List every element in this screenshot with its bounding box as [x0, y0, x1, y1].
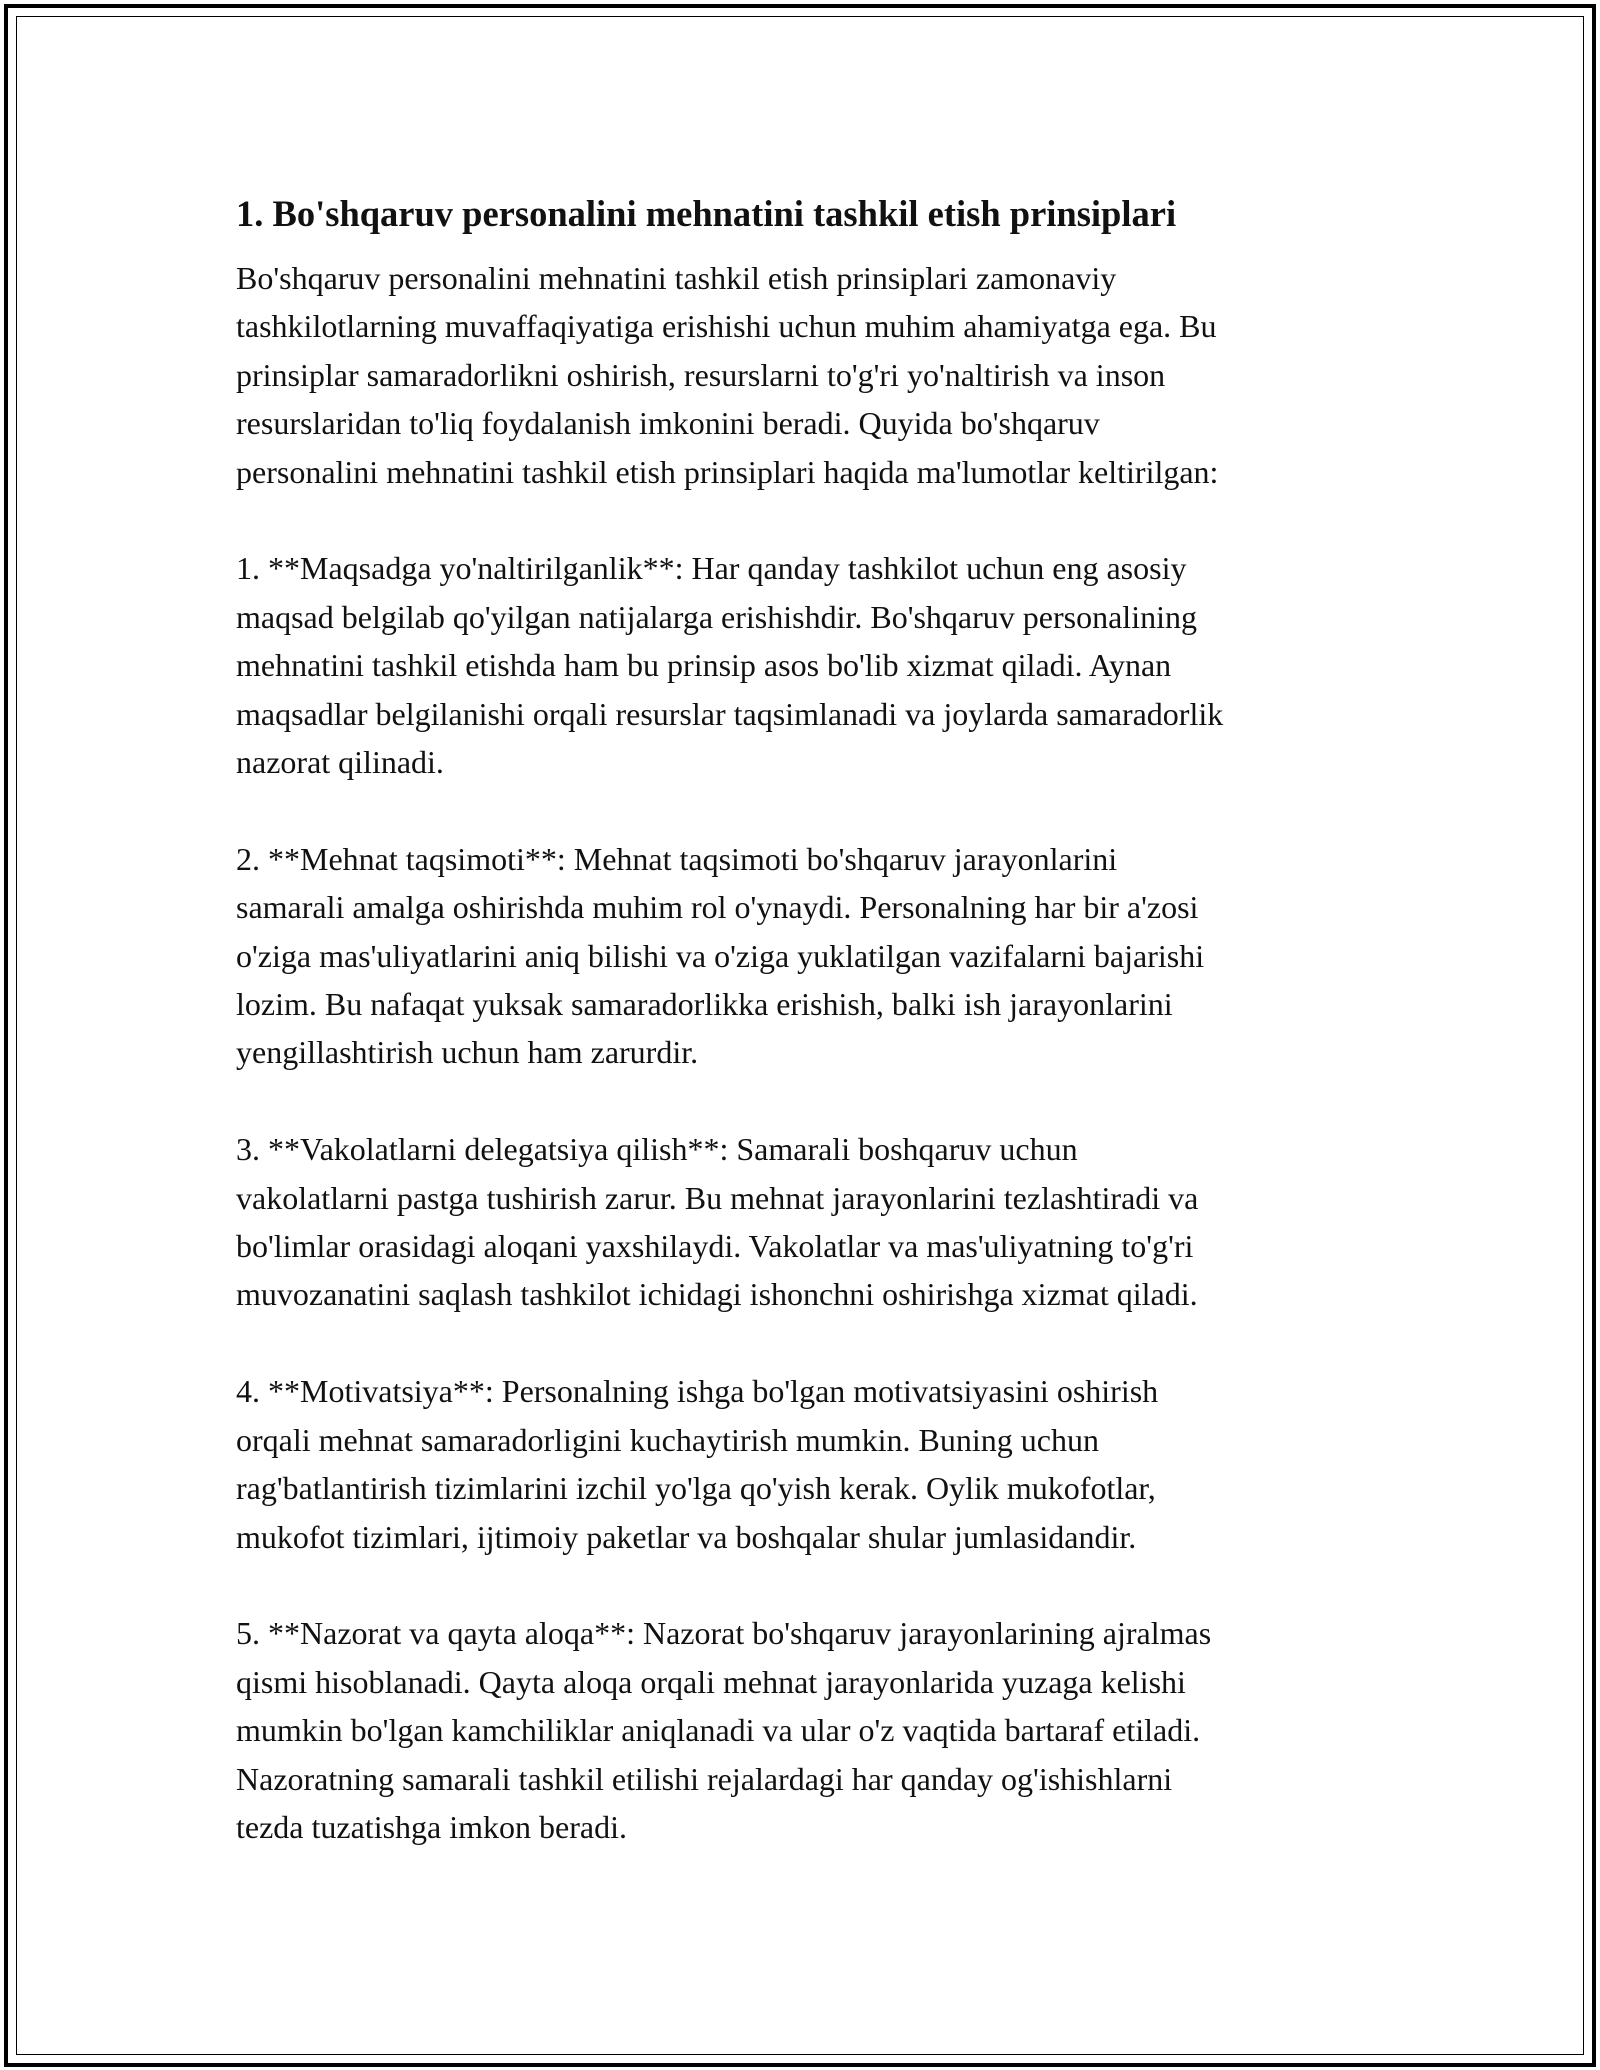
- text-line: 5. **Nazorat va qayta aloqa**: Nazorat bo'shqaruv jarayonlarining ajralmas: [236, 1615, 1212, 1652]
- text-line: muvozanatini saqlash tashkilot ichidagi ishonchni oshirishga xizmat qiladi.: [236, 1276, 1198, 1313]
- document-body: [236, 188, 1376, 1851]
- principle-2-paragraph: [236, 835, 1376, 1077]
- text-line: mukofot tizimlari, ijtimoiy paketlar va boshqalar shular jumlasidandir.: [236, 1518, 1137, 1555]
- text-line: 1. **Maqsadga yo'naltirilganlik**: Har qanday tashkilot uchun eng asosiy: [236, 550, 1187, 587]
- text-line: personalini mehnatini tashkil etish prinsiplari haqida ma'lumotlar keltirilgan:: [236, 453, 1219, 490]
- text-line: yengillashtirish uchun ham zarurdir.: [236, 1034, 699, 1071]
- principle-5-paragraph: [236, 1609, 1376, 1851]
- text-line: 2. **Mehnat taqsimoti**: Mehnat taqsimoti bo'shqaruv jarayonlarini: [236, 840, 1118, 877]
- text-line: 4. **Motivatsiya**: Personalning ishga bo'lgan motivatsiyasini oshirish: [236, 1373, 1159, 1410]
- text-line: Bo'shqaruv personalini mehnatini tashkil etish prinsiplari zamonaviy: [236, 260, 1117, 296]
- text-line: orqali mehnat samaradorligini kuchaytirish mumkin. Buning uchun: [236, 1421, 1099, 1458]
- text-line: mehnatini tashkil etishda ham bu prinsip asos bo'lib xizmat qiladi. Aynan: [236, 647, 1172, 684]
- text-line: o'ziga mas'uliyatlarini aniq bilishi va o'ziga yuklatilgan vazifalarni bajarishi: [236, 937, 1205, 974]
- text-line: lozim. Bu nafaqat yuksak samaradorlikka erishish, balki ish jarayonlarini: [236, 986, 1173, 1023]
- principle-3-paragraph: [236, 1125, 1376, 1319]
- text-line: tezda tuzatishga imkon beradi.: [236, 1808, 627, 1845]
- text-line: tashkilotlarning muvaffaqiyatiga erishishi uchun muhim ahamiyatga ega. Bu: [236, 308, 1217, 345]
- principle-4-paragraph: [236, 1367, 1376, 1561]
- text-line: maqsadlar belgilanishi orqali resurslar taqsimlanadi va joylarda samaradorlik: [236, 695, 1224, 732]
- text-line: rag'batlantirish tizimlarini izchil yo'lga qo'yish kerak. Oylik mukofotlar,: [236, 1470, 1156, 1507]
- principle-1-paragraph: [236, 544, 1376, 786]
- text-line: mumkin bo'lgan kamchiliklar aniqlanadi va ular o'z vaqtida bartaraf etiladi.: [236, 1712, 1201, 1749]
- text-line: maqsad belgilab qo'yilgan natijalarga erishishdir. Bo'shqaruv personalining: [236, 598, 1197, 635]
- text-line: Nazoratning samarali tashkil etilishi rejalardagi har qanday og'ishishlarni: [236, 1760, 1173, 1797]
- text-line: samarali amalga oshirishda muhim rol o'ynaydi. Personalning har bir a'zosi: [236, 889, 1199, 926]
- text-line: nazorat qilinadi.: [236, 744, 444, 781]
- text-line: bo'limlar orasidagi aloqani yaxshilaydi. Vakolatlar va mas'uliyatning to'g'ri: [236, 1228, 1194, 1265]
- text-line: 3. **Vakolatlarni delegatsiya qilish**: Samarali boshqaruv uchun: [236, 1131, 1078, 1168]
- text-line: vakolatlarni pastga tushirish zarur. Bu mehnat jarayonlarini tezlashtiradi va: [236, 1179, 1199, 1216]
- text-line: resurslaridan to'liq foydalanish imkonini beradi. Quyida bo'shqaruv: [236, 405, 1100, 442]
- intro-paragraph: [236, 254, 1376, 496]
- text-line: prinsiplar samaradorlikni oshirish, resurslarni to'g'ri yo'naltirish va inson: [236, 356, 1166, 393]
- text-line: qismi hisoblanadi. Qayta aloqa orqali mehnat jarayonlarida yuzaga kelishi: [236, 1663, 1186, 1700]
- document-title: 1. Bo'shqaruv personalini mehnatini tashkil etish prinsiplari: [236, 193, 1177, 234]
